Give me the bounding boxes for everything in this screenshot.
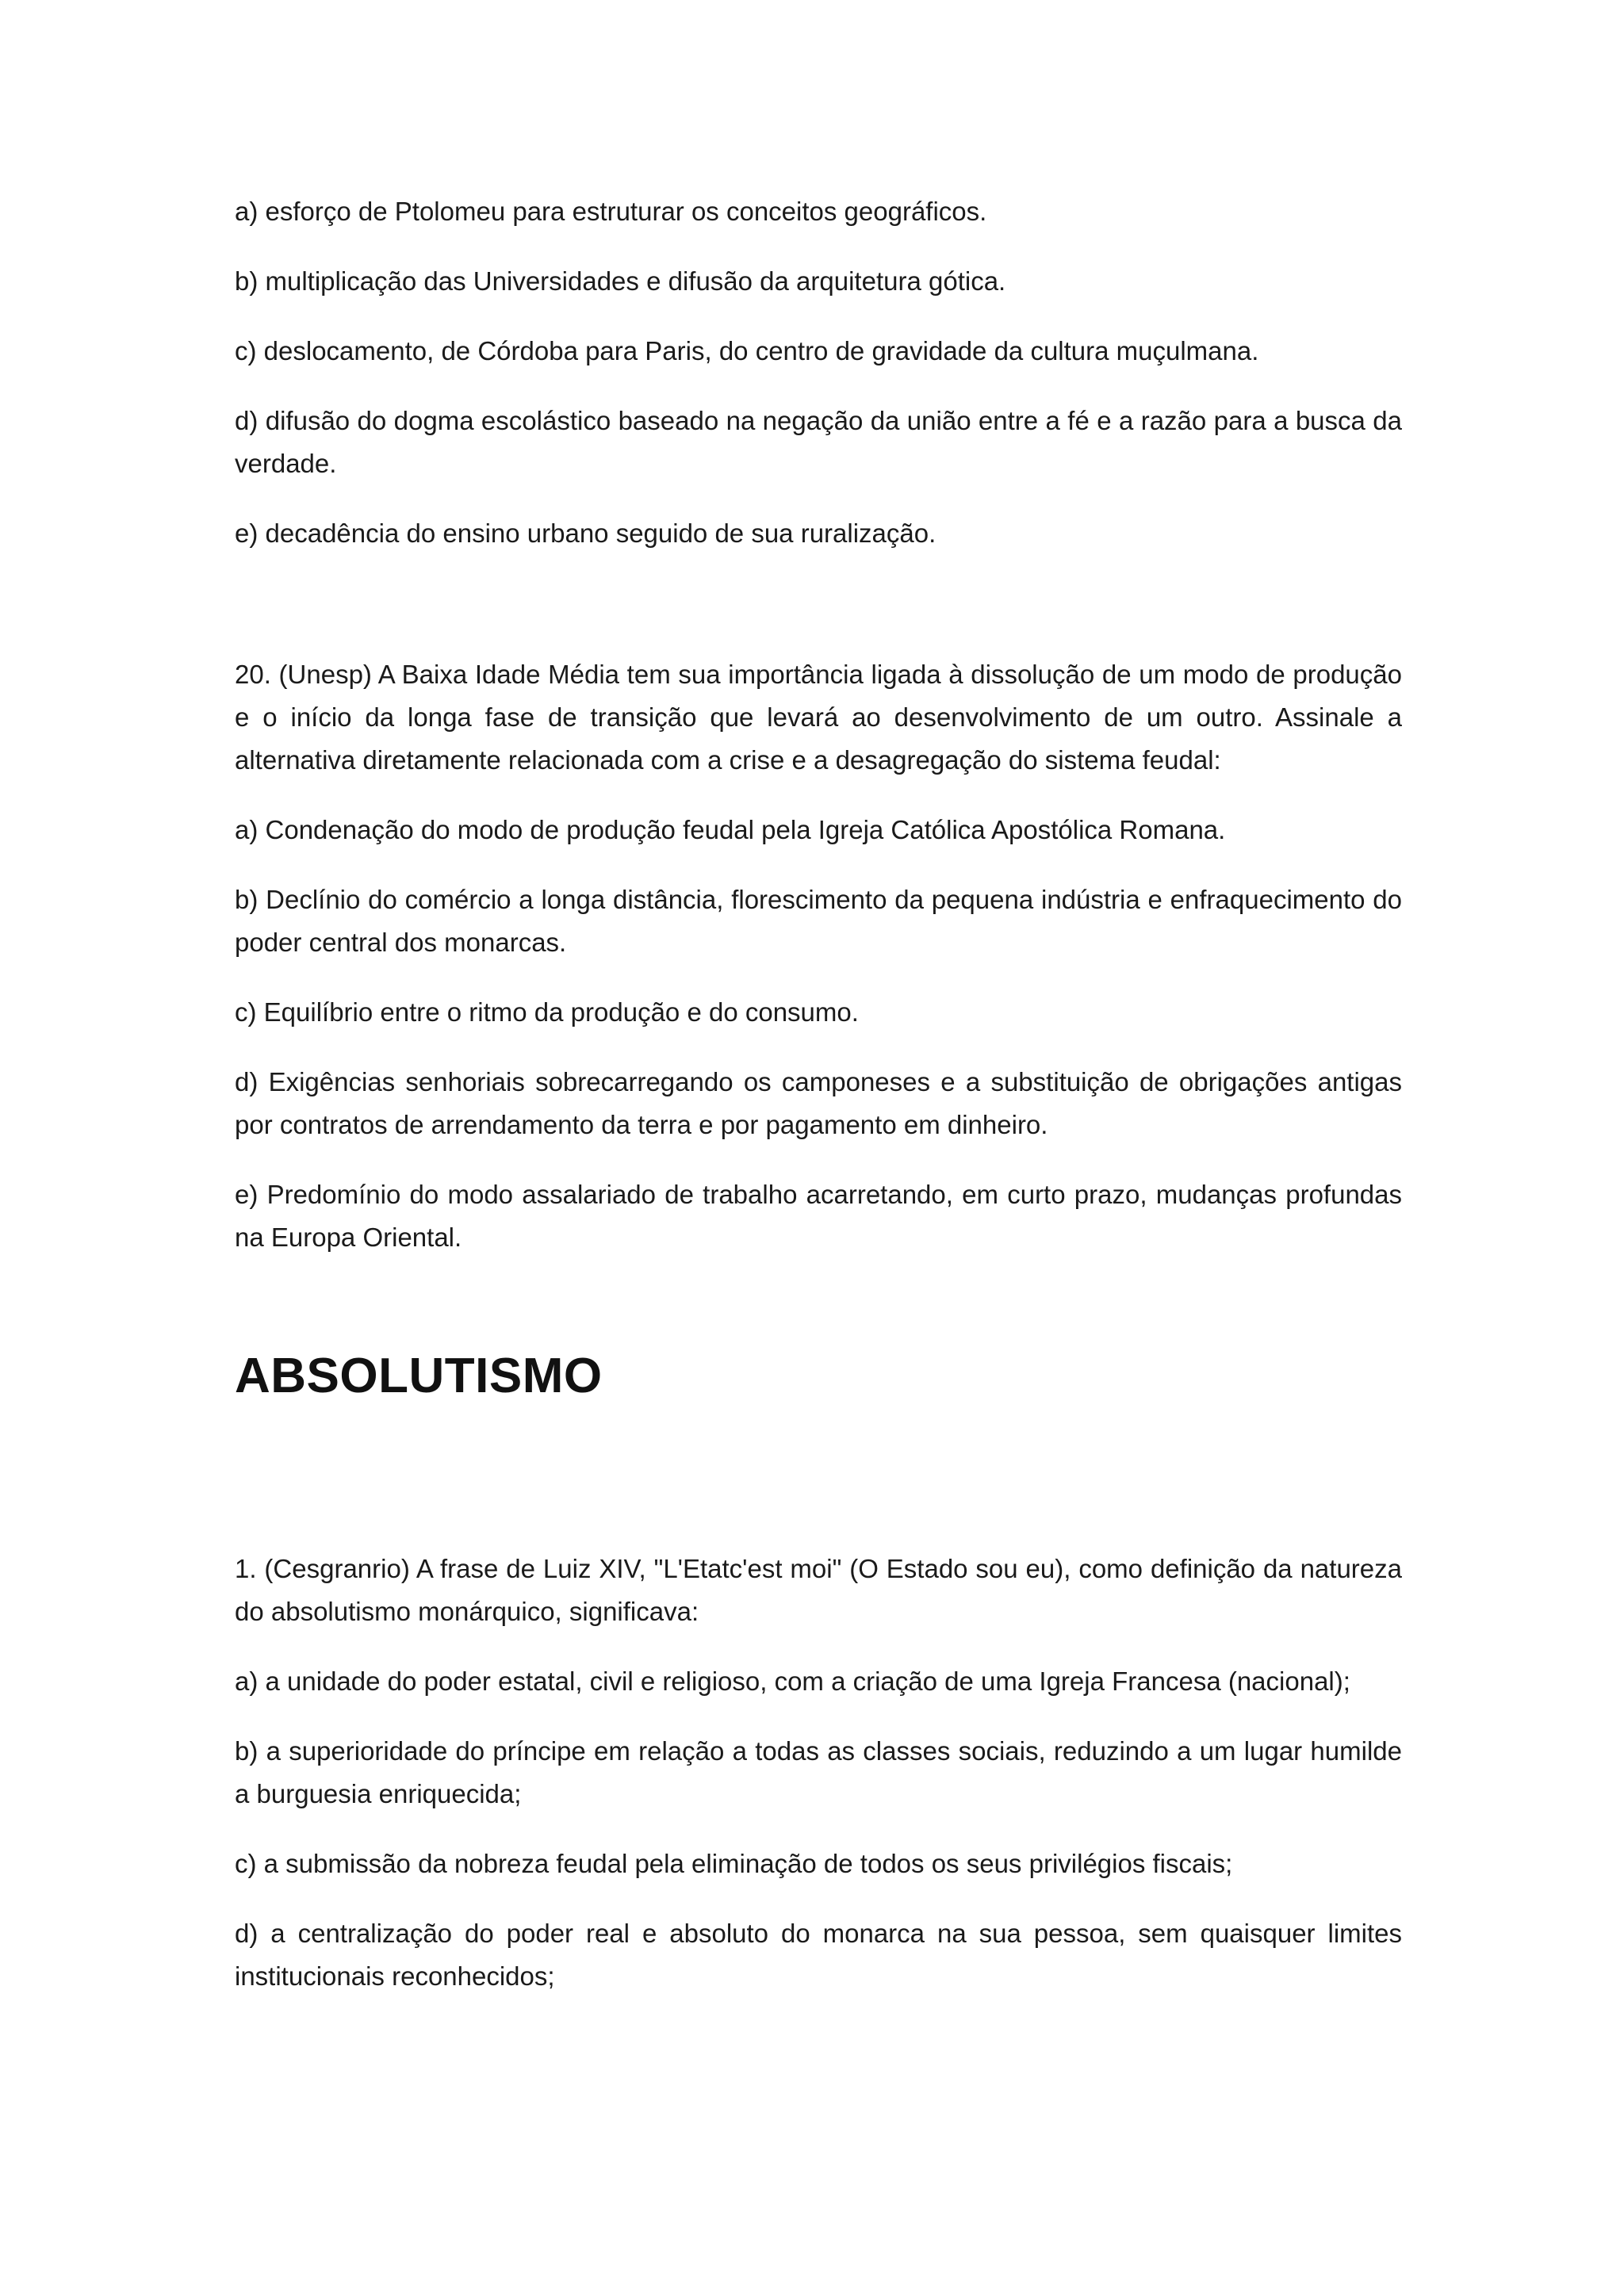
abs-q1-prompt: 1. (Cesgranrio) A frase de Luiz XIV, "L'Etatc'est moi" (O Estado sou eu), como definição da natureza do absolutismo monárquico, significava: [235,1554,1402,1626]
q19-option-e: e) decadência do ensino urbano seguido de sua ruralização. [235,519,936,548]
q20-option-c: c) Equilíbrio entre o ritmo da produção e do consumo. [235,997,859,1027]
q20-option-d: d) Exigências senhoriais sobrecarregando os camponeses e a substituição de obrigações antigas por contratos de arrendamento da terra e por pagamento em dinheiro. [235,1067,1402,1139]
page-content [235,190,1402,1998]
q19-option-c: c) deslocamento, de Córdoba para Paris, do centro de gravidade da cultura muçulmana. [235,336,1259,365]
q20-prompt: 20. (Unesp) A Baixa Idade Média tem sua importância ligada à dissolução de um modo de produção e o início da longa fase de transição que levará ao desenvolvimento de um outro. Assinale a alternativa diretamente relacionada com a crise e a desagregação do sistema feudal: [235,660,1402,775]
abs-q1-option-d: d) a centralização do poder real e absoluto do monarca na sua pessoa, sem quaisquer limites institucionais reconhecidos; [235,1919,1402,1991]
q19-option-d: d) difusão do dogma escolástico baseado na negação da união entre a fé e a razão para a busca da verdade. [235,406,1402,478]
abs-q1-option-b: b) a superioridade do príncipe em relação a todas as classes sociais, reduzindo a um lugar humilde a burguesia enriquecida; [235,1736,1402,1808]
abs-q1-option-c: c) a submissão da nobreza feudal pela eliminação de todos os seus privilégios fiscais; [235,1849,1233,1878]
q20-option-a: a) Condenação do modo de produção feudal pela Igreja Católica Apostólica Romana. [235,815,1226,844]
section-heading: ABSOLUTISMO [235,1349,603,1403]
q19-option-b: b) multiplicação das Universidades e difusão da arquitetura gótica. [235,266,1006,296]
q20-option-b: b) Declínio do comércio a longa distância, florescimento da pequena indústria e enfraquecimento do poder central dos monarcas. [235,885,1402,957]
abs-q1-option-a: a) a unidade do poder estatal, civil e religioso, com a criação de uma Igreja Francesa (nacional); [235,1667,1350,1696]
q20-option-e: e) Predomínio do modo assalariado de trabalho acarretando, em curto prazo, mudanças profundas na Europa Oriental. [235,1180,1402,1252]
q19-option-a: a) esforço de Ptolomeu para estruturar os conceitos geográficos. [235,197,987,226]
